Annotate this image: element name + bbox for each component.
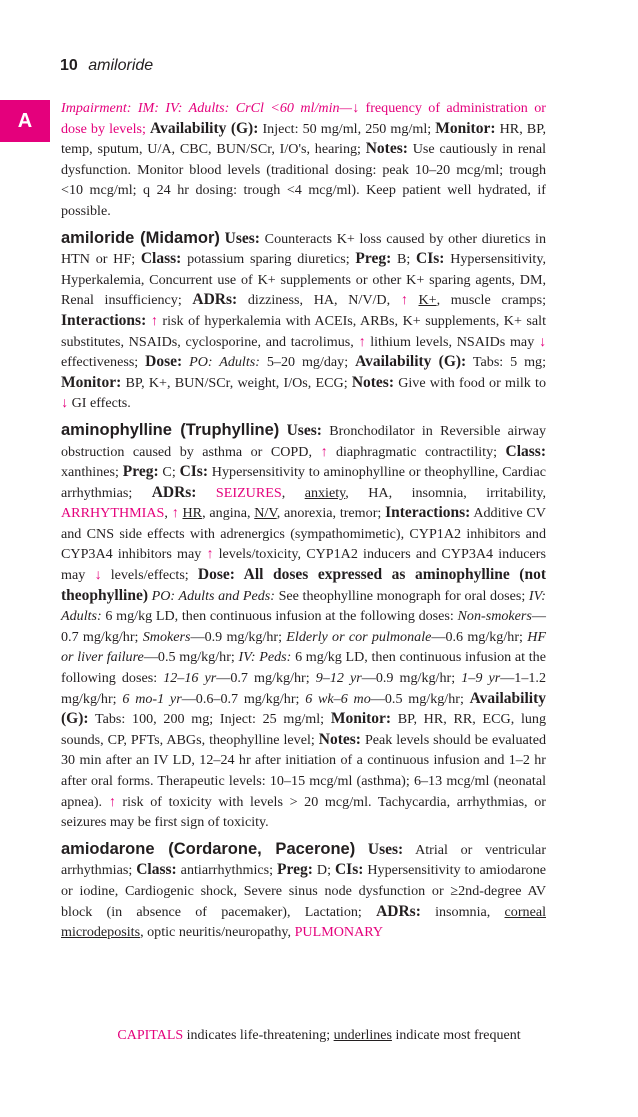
entry-aminophylline: aminophylline (Truphylline) Uses: Bronchodilator in Reversible airway obstruction caused by asthma or COPD, ↑ diaphragmatic contractility; Class: xanthines; Preg: C; CIs: Hypersensitivity to aminophylline or theophylline, Cardiac arrhythmias; ADRs: SEIZURES, anxiety, HA, insomnia, irritability, ARRHYTHMIAS, ↑ HR, angina, N/V, anorexia, tremor; Interactions: Additive CV and CNS side effects with adrenergics (sympathomimetic), CYP1A2 inhibitors and CYP3A4 inhibitors may ↑ levels/toxicity, CYP1A2 inducers and CYP3A4 inducers may ↓ levels/effects; Dose: All doses expressed as aminophylline (not theophylline) PO: Adults and Peds: See theophylline monograph for oral doses; IV: Adults: 6 mg/kg LD, then continuous infusion at the following doses: Non-smokers—0.7 mg/kg/hr; Smokers—0.9 mg/kg/hr; Elderly or cor pulmonale—0.6 mg/kg/hr; HF or liver failure—0.5 mg/kg/hr; IV: Peds: 6 mg/kg LD, then continuous infusion at the following doses: 12–16 yr—0.7 mg/kg/hr; 9–12 yr—0.9 mg/kg/hr; 1–9 yr—1–1.2 mg/kg/hr; 6 mo-1 yr—0.6–0.7 mg/kg/hr; 6 wk–6 mo—0.5 mg/kg/hr; Availability (G): Tabs: 100, 200 mg; Inject: 25 mg/ml; Monitor: BP, HR, RR, ECG, lung sounds, CP, PFTs, ABGs, theophylline level; Notes: Peak levels should be evaluated 30 min after an IV LD, 12–24 hr after initiation of a continuous infusion and 1–2 hr after oral forms. Therapeutic levels: 10–15 mcg/ml (asthma); 6–13 mcg/ml (neonatal apnea). ↑ risk of toxicity with levels > 20 mcg/ml. Tachycardia, arrhythmias, or seizures may be first sign of toxicity.	[61, 420, 546, 831]
entry-amiodarone: amiodarone (Cordarone, Pacerone) Uses: Atrial or ventricular arrhythmias; Class: antiarrhythmics; Preg: D; CIs: Hypersensitivity to amiodarone or iodine, Cardiogenic shock, Severe sinus node dysfunction or ≥2nd-degree AV block (in absence of pacemaker), Lactation; ADRs: insomnia, corneal microdeposits, optic neuritis/neuropathy, PULMONARY	[61, 839, 547, 941]
page-number: 10	[60, 57, 78, 74]
footer-capitals-word: CAPITALS	[117, 1028, 184, 1043]
footer-underlines-word: underlines	[333, 1028, 392, 1043]
legend-footer	[0, 1028, 638, 1044]
section-tab: A	[0, 100, 50, 142]
footer-mid-text: indicates life-threatening;	[183, 1028, 334, 1043]
footer-end-text: indicate most frequent	[391, 1028, 521, 1043]
entry-amikacin-continued: Impairment: IM: IV: Adults: CrCl <60 ml/min—↓ frequency of administration or dose by levels; Availability (G): Inject: 50 mg/ml, 250 mg/ml; Monitor: HR, BP, temp, sputum, U/A, CBC, BUN/SCr, I/O's, hearing; Notes: Use cautiously in renal dysfunction. Monitor blood levels (traditional dosing: peak 10–20 mcg/ml; trough <10 mcg/ml; q 24 hr dosing: trough <4 mcg/ml). Keep patient well hydrated, if possible.	[61, 100, 547, 219]
running-word: amiloride	[88, 57, 154, 74]
running-header	[60, 57, 153, 75]
monograph-content	[61, 98, 546, 949]
entry-amiloride: amiloride (Midamor) Uses: Counteracts K+ loss caused by other diuretics in HTN or HF; Class: potassium sparing diuretics; Preg: B; CIs: Hypersensitivity, Hyperkalemia, Concurrent use of K+ supplements or other K+ sparing agents, DM, Renal insufficiency; ADRs: dizziness, HA, N/V/D, ↑ K+, muscle cramps; Interactions: ↑ risk of hyperkalemia with ACEIs, ARBs, K+ supplements, K+ salt substitutes, NSAIDs, cyclosporine, and tacrolimus, ↑ lithium levels, NSAIDs may ↓ effectiveness; Dose: PO: Adults: 5–20 mg/day; Availability (G): Tabs: 5 mg; Monitor: BP, K+, BUN/SCr, weight, I/Os, ECG; Notes: Give with food or milk to ↓ GI effects.	[61, 228, 547, 412]
